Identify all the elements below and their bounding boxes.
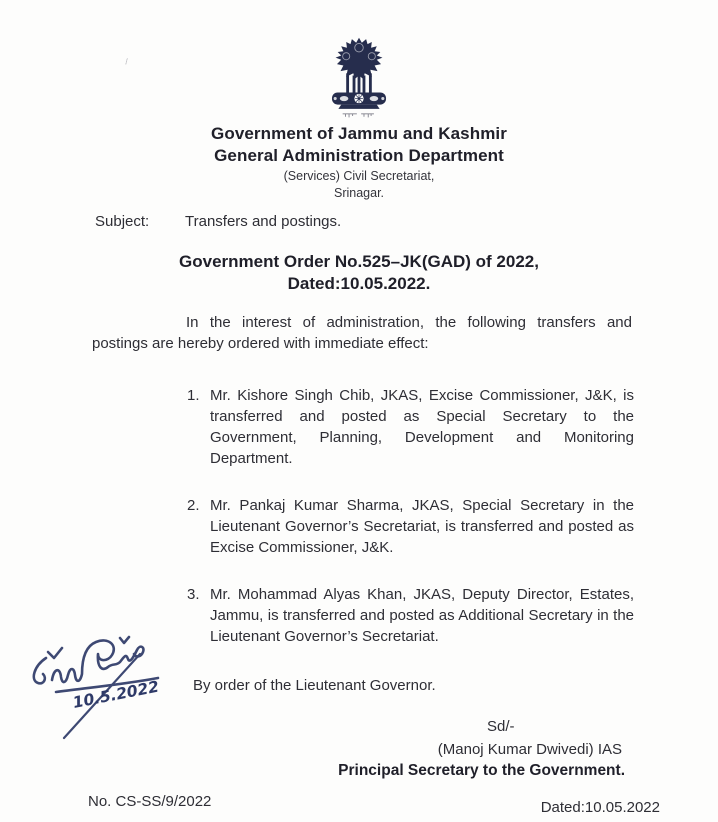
national-emblem-icon	[327, 36, 391, 122]
list-item-number: 2.	[187, 497, 200, 514]
footer-date: Dated:10.05.2022	[540, 799, 660, 816]
letterhead	[0, 123, 718, 200]
list-item-text: Mr. Kishore Singh Chib, JKAS, Excise Commissioner, J&K, is transferred and posted as Special Secretary to the Government, Planning, Development and Monitoring Department.	[210, 387, 634, 467]
emblem-motto-glyphs	[343, 114, 374, 118]
transfer-order-list	[187, 385, 634, 673]
office-line: (Services) Civil Secretariat,	[283, 169, 435, 183]
order-heading	[0, 251, 718, 295]
subject-row	[95, 213, 341, 230]
order-date-line: Dated:10.05.2022.	[287, 274, 431, 293]
scan-artifact	[125, 58, 129, 65]
list-item-number: 3.	[187, 586, 200, 603]
signature-handwritten-date: 10.5.2022	[71, 677, 161, 712]
list-item-text: Mr. Mohammad Alyas Khan, JKAS, Deputy Director, Estates, Jammu, is transferred and posted as Additional Secretary in the Lieutenant Governor’s Secretariat.	[210, 586, 634, 645]
subject-label: Subject:	[95, 213, 150, 230]
list-item-text: Mr. Pankaj Kumar Sharma, JKAS, Special Secretary in the Lieutenant Governor’s Secretariat, is transferred and posted as Excise Commissioner, J&K.	[210, 497, 634, 556]
list-item	[187, 584, 634, 647]
intro-paragraph: In the interest of administration, the following transfers and postings are hereby ordered with immediate effect:	[92, 314, 632, 352]
list-item	[187, 495, 634, 558]
reference-number: No. CS-SS/9/2022	[88, 793, 212, 810]
department-name: General Administration Department	[214, 146, 504, 165]
government-name: Government of Jammu and Kashmir	[211, 124, 507, 143]
signatory-name: (Manoj Kumar Dwivedi) IAS	[437, 741, 622, 758]
subject-value: Transfers and postings.	[185, 213, 342, 230]
list-item-number: 1.	[187, 387, 200, 404]
signatory-designation: Principal Secretary to the Government.	[338, 762, 625, 779]
order-number-line: Government Order No.525–JK(GAD) of 2022,	[179, 252, 539, 271]
city-line: Srinagar.	[333, 185, 385, 200]
list-item	[187, 385, 634, 469]
by-order-line: By order of the Lieutenant Governor.	[193, 677, 436, 694]
signature-scrawl-icon	[16, 628, 176, 758]
sd-line: Sd/-	[487, 718, 515, 735]
